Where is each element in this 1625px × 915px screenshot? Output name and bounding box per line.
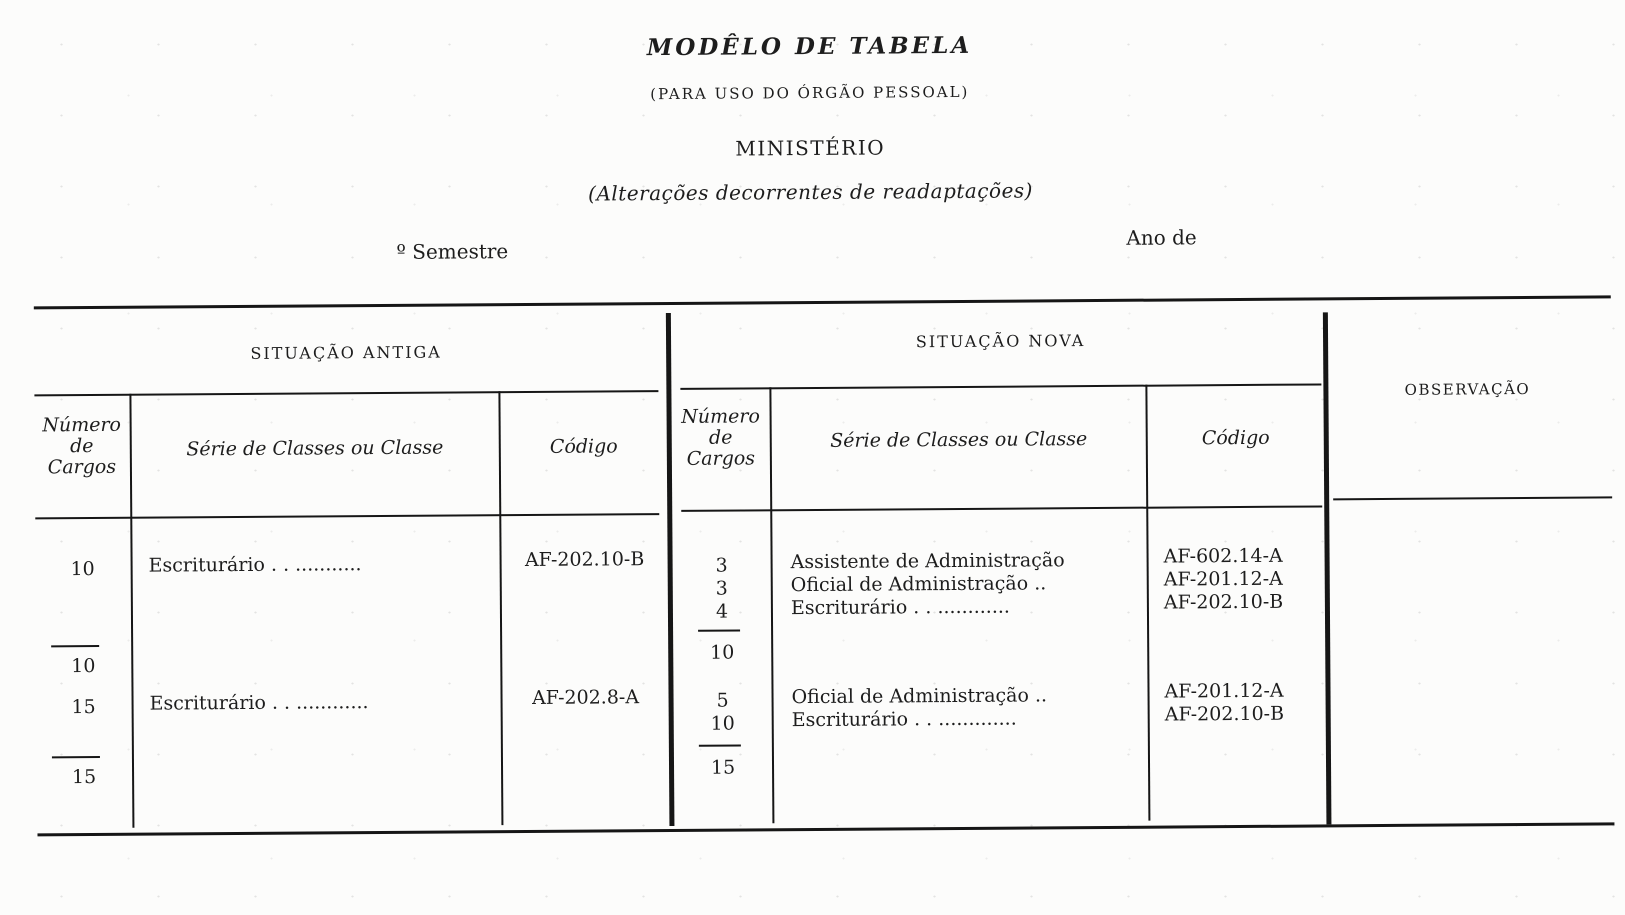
old-situation-header: SITUAÇÃO ANTIGA bbox=[250, 342, 442, 363]
new-subtotal: 15 bbox=[710, 756, 736, 779]
new-row-code: AF-202.10-B bbox=[1164, 702, 1285, 726]
old-row-number: 10 bbox=[70, 558, 95, 581]
old-series-column-header: Série de Classes ou Classe bbox=[186, 436, 444, 461]
document-title: MODÊLO DE TABELA bbox=[646, 31, 973, 62]
old-subtotal-rule bbox=[52, 756, 100, 758]
year-blank-label: Ano de bbox=[1126, 225, 1197, 250]
old-header-bottom-rule bbox=[35, 513, 659, 519]
document-note: (Alterações decorrentes de readaptações) bbox=[588, 178, 1034, 206]
observation-header-rule bbox=[1333, 496, 1612, 500]
old-row-code: AF-202.8-A bbox=[531, 686, 640, 709]
new-row-series: Escriturário . . ............. bbox=[791, 707, 1017, 732]
new-row-number: 3 bbox=[715, 554, 728, 577]
new-section-underline bbox=[680, 383, 1321, 389]
old-code-column-header: Código bbox=[549, 435, 618, 458]
old-subtotal-rule bbox=[51, 645, 99, 647]
new-header-bottom-rule bbox=[681, 505, 1322, 511]
old-section-underline bbox=[34, 390, 658, 396]
old-subtotal: 15 bbox=[71, 766, 97, 789]
table-bottom-border bbox=[37, 822, 1614, 836]
new-row-code: AF-201.12-A bbox=[1163, 567, 1283, 591]
new-subtotal-rule bbox=[699, 745, 741, 747]
new-row-number: 10 bbox=[710, 712, 735, 735]
old-row-code: AF-202.10-B bbox=[524, 548, 645, 572]
new-row-series: Oficial de Administração .. bbox=[790, 572, 1047, 597]
new-row-code: AF-201.12-A bbox=[1164, 679, 1284, 703]
old-subtotal: 10 bbox=[71, 655, 96, 678]
new-row-number: 5 bbox=[716, 689, 729, 712]
new-series-column-header: Série de Classes ou Classe bbox=[830, 428, 1088, 452]
old-row-series: Escriturário . . ............ bbox=[149, 691, 369, 715]
old-number-column-header: Número de Cargos bbox=[42, 413, 122, 479]
new-situation-header: SITUAÇÃO NOVA bbox=[915, 331, 1086, 352]
new-number-column-header: Número de Cargos bbox=[681, 405, 760, 470]
new-subtotal-rule bbox=[698, 630, 740, 632]
ministry-label: MINISTÉRIO bbox=[735, 135, 886, 161]
document-subtitle: (PARA USO DO ÓRGÃO PESSOAL) bbox=[650, 82, 970, 104]
old-row-number: 15 bbox=[71, 696, 96, 719]
observation-header: OBSERVAÇÃO bbox=[1404, 379, 1531, 399]
new-row-series: Assistente de Administração bbox=[790, 549, 1065, 574]
new-subtotal: 10 bbox=[710, 641, 735, 664]
old-row-series: Escriturário . . ........... bbox=[148, 553, 362, 577]
new-row-number: 3 bbox=[715, 577, 728, 600]
new-code-column-header: Código bbox=[1201, 426, 1270, 450]
new-row-number: 4 bbox=[715, 600, 729, 623]
semester-blank-label: º Semestre bbox=[396, 239, 509, 264]
table-top-border bbox=[34, 295, 1611, 309]
new-row-code: AF-602.14-A bbox=[1163, 544, 1283, 568]
new-row-series: Oficial de Administração .. bbox=[791, 684, 1048, 709]
new-row-code: AF-202.10-B bbox=[1163, 590, 1284, 614]
new-row-series: Escriturário . . ............ bbox=[790, 595, 1010, 620]
